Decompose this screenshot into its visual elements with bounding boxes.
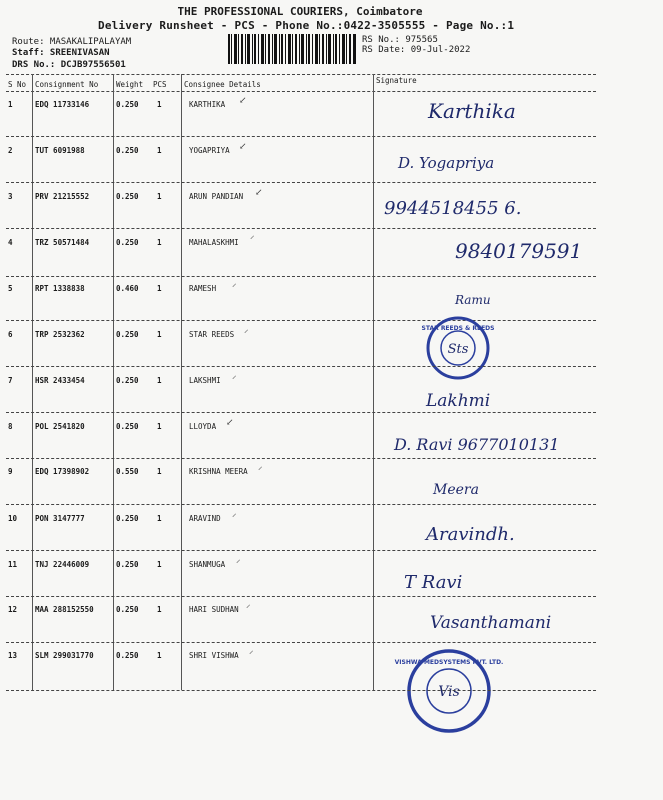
header-pcs: PCS bbox=[153, 80, 167, 89]
runsheet-subtitle: Delivery Runsheet - PCS - Phone No.:0422-3505555 - Page No.:1 bbox=[98, 19, 515, 32]
check-mark-icon: ⸍ bbox=[246, 604, 251, 614]
svg-text:Sts: Sts bbox=[447, 342, 469, 357]
row-consignment: TNJ 22446009 bbox=[35, 560, 90, 569]
row-pcs: 1 bbox=[157, 100, 162, 109]
vishwa-stamp bbox=[394, 648, 504, 734]
row-pcs: 1 bbox=[157, 146, 162, 155]
row-sno: 4 bbox=[8, 238, 13, 247]
row-consignment: SLM 299031770 bbox=[35, 651, 94, 660]
check-mark-icon: ⸍ bbox=[250, 235, 255, 245]
header-signature: Signature bbox=[376, 76, 417, 85]
header-sno: S No bbox=[8, 80, 27, 89]
row-weight: 0.250 bbox=[116, 422, 139, 431]
row-sno: 8 bbox=[8, 422, 13, 431]
row-consignee: ARUN PANDIAN bbox=[189, 192, 244, 201]
row-consignment: EDQ 17398902 bbox=[35, 467, 90, 476]
row-consignee: KARTHIKA bbox=[189, 100, 226, 109]
signature bbox=[420, 88, 638, 134]
row-weight: 0.250 bbox=[116, 192, 139, 201]
row-divider bbox=[6, 596, 596, 597]
drs-number: DRS No.: DCJB97556501 bbox=[12, 60, 126, 70]
row-consignee: LLOYDA bbox=[189, 422, 217, 431]
signature bbox=[390, 138, 608, 184]
col-divider bbox=[373, 74, 374, 690]
row-divider bbox=[6, 136, 596, 137]
row-consignment: PRV 21215552 bbox=[35, 192, 90, 201]
col-divider bbox=[113, 74, 114, 690]
row-pcs: 1 bbox=[157, 192, 162, 201]
check-mark-icon: ⸍ bbox=[244, 329, 249, 339]
row-consignee: SHANMUGA bbox=[189, 560, 226, 569]
row-weight: 0.250 bbox=[116, 330, 139, 339]
row-pcs: 1 bbox=[157, 651, 162, 660]
row-consignment: EDQ 11733146 bbox=[35, 100, 90, 109]
row-divider bbox=[6, 320, 596, 321]
row-weight: 0.250 bbox=[116, 100, 139, 109]
row-consignee: YOGAPRIYA bbox=[189, 146, 230, 155]
row-divider bbox=[6, 412, 596, 413]
row-sno: 13 bbox=[8, 651, 18, 660]
svg-text:D. Ravi 9677010131: D. Ravi 9677010131 bbox=[394, 435, 560, 454]
row-consignment: MAA 288152550 bbox=[35, 605, 94, 614]
row-consignment: PON 3147777 bbox=[35, 514, 85, 523]
row-sno: 11 bbox=[8, 560, 18, 569]
svg-text:Vis: Vis bbox=[438, 684, 460, 700]
svg-text:Lakhmi: Lakhmi bbox=[426, 391, 491, 411]
row-weight: 0.460 bbox=[116, 284, 139, 293]
row-consignment: TRP 2532362 bbox=[35, 330, 85, 339]
col-divider bbox=[181, 74, 182, 690]
header-weight: Weight bbox=[116, 80, 144, 89]
check-mark-icon: ↙ bbox=[239, 96, 247, 106]
row-consignee: HARI SUDHAN bbox=[189, 605, 239, 614]
row-consignment: HSR 2433454 bbox=[35, 376, 85, 385]
row-weight: 0.250 bbox=[116, 146, 139, 155]
row-sno: 9 bbox=[8, 467, 13, 476]
row-pcs: 1 bbox=[157, 605, 162, 614]
header-consignee: Consignee Details bbox=[184, 80, 261, 89]
staff-label: Staff: SREENIVASAN bbox=[12, 48, 110, 58]
row-divider bbox=[6, 550, 596, 551]
check-mark-icon: ⸍ bbox=[258, 466, 263, 476]
svg-text:T Ravi: T Ravi bbox=[404, 572, 463, 593]
row-pcs: 1 bbox=[157, 467, 162, 476]
row-consignment: TUT 6091988 bbox=[35, 146, 85, 155]
star-reeds-stamp bbox=[418, 316, 498, 380]
svg-text:9944518455 6.: 9944518455 6. bbox=[384, 198, 522, 219]
svg-text:Vasanthamani: Vasanthamani bbox=[430, 613, 552, 633]
rs-number: RS No.: 975565 bbox=[362, 35, 438, 45]
svg-text:Ramu: Ramu bbox=[455, 293, 491, 307]
check-mark-icon: ⸍ bbox=[249, 650, 254, 660]
check-mark-icon: ⸍ bbox=[232, 375, 237, 385]
row-pcs: 1 bbox=[157, 422, 162, 431]
row-sno: 5 bbox=[8, 284, 13, 293]
check-mark-icon: ⸍ bbox=[232, 283, 237, 293]
row-weight: 0.250 bbox=[116, 376, 139, 385]
row-pcs: 1 bbox=[157, 376, 162, 385]
row-sno: 1 bbox=[8, 100, 13, 109]
check-mark-icon: ⸍ bbox=[236, 559, 241, 569]
row-pcs: 1 bbox=[157, 560, 162, 569]
row-weight: 0.250 bbox=[116, 605, 139, 614]
row-pcs: 1 bbox=[157, 330, 162, 339]
row-consignee: RAMESH bbox=[189, 284, 217, 293]
row-consignment: TRZ 50571484 bbox=[35, 238, 90, 247]
row-divider bbox=[6, 458, 596, 459]
row-divider bbox=[6, 504, 596, 505]
row-divider bbox=[6, 642, 596, 643]
row-weight: 0.250 bbox=[116, 651, 139, 660]
col-divider bbox=[32, 74, 33, 690]
barcode bbox=[228, 34, 356, 64]
row-divider bbox=[6, 182, 596, 183]
rs-date: RS Date: 09-Jul-2022 bbox=[362, 45, 471, 55]
table-top-rule bbox=[6, 74, 596, 75]
page-title: THE PROFESSIONAL COURIERS, Coimbatore bbox=[177, 5, 423, 18]
row-consignee: LAKSHMI bbox=[189, 376, 221, 385]
svg-text:D. Yogapriya: D. Yogapriya bbox=[398, 154, 495, 172]
check-mark-icon: ↙ bbox=[255, 188, 263, 198]
check-mark-icon: ↙ bbox=[226, 418, 234, 428]
row-consignee: STAR REEDS bbox=[189, 330, 235, 339]
svg-text:VISHWA MEDSYSTEMS PVT. LTD.: VISHWA MEDSYSTEMS PVT. LTD. bbox=[394, 659, 504, 666]
row-pcs: 1 bbox=[157, 238, 162, 247]
row-consignee: KRISHNA MEERA bbox=[189, 467, 248, 476]
row-consignment: POL 2541820 bbox=[35, 422, 85, 431]
row-sno: 3 bbox=[8, 192, 13, 201]
row-weight: 0.250 bbox=[116, 238, 139, 247]
row-consignee: SHRI VISHWA bbox=[189, 651, 239, 660]
row-sno: 6 bbox=[8, 330, 13, 339]
row-weight: 0.250 bbox=[116, 514, 139, 523]
row-divider bbox=[6, 366, 596, 367]
signature bbox=[380, 226, 598, 272]
svg-text:Aravindh.: Aravindh. bbox=[426, 524, 515, 545]
row-pcs: 1 bbox=[157, 284, 162, 293]
signature bbox=[425, 466, 643, 512]
svg-text:9840179591: 9840179591 bbox=[455, 239, 583, 263]
svg-text:STAR REEDS & REEDS: STAR REEDS & REEDS bbox=[421, 325, 495, 332]
row-consignment: RPT 1338838 bbox=[35, 284, 85, 293]
row-weight: 0.250 bbox=[116, 560, 139, 569]
row-sno: 10 bbox=[8, 514, 18, 523]
svg-text:Karthika: Karthika bbox=[428, 99, 516, 123]
svg-text:Meera: Meera bbox=[433, 482, 479, 498]
row-weight: 0.550 bbox=[116, 467, 139, 476]
table-bottom-rule bbox=[6, 690, 596, 691]
check-mark-icon: ↙ bbox=[239, 142, 247, 152]
route-label: Route: MASAKALIPALAYAM bbox=[12, 37, 132, 47]
signature bbox=[398, 558, 616, 604]
signature bbox=[378, 184, 596, 230]
row-divider bbox=[6, 276, 596, 277]
row-sno: 2 bbox=[8, 146, 13, 155]
row-pcs: 1 bbox=[157, 514, 162, 523]
header-consignment: Consignment No bbox=[35, 80, 99, 89]
row-sno: 7 bbox=[8, 376, 13, 385]
check-mark-icon: ⸍ bbox=[232, 513, 237, 523]
row-consignee: ARAVIND bbox=[189, 514, 221, 523]
row-consignee: MAHALASKHMI bbox=[189, 238, 239, 247]
row-sno: 12 bbox=[8, 605, 18, 614]
